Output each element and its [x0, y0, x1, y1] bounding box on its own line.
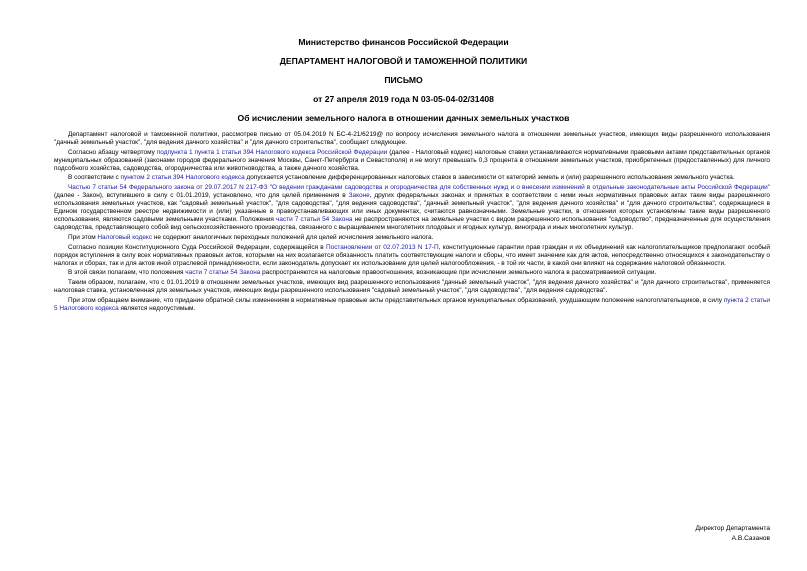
paragraph-text: В соответствии с — [68, 174, 121, 182]
document-subject: Об исчислении земельного налога в отношении дачных земельных участков — [237, 113, 570, 123]
letter-paragraph — [54, 149, 770, 173]
signatory-position: Директор Департамента — [695, 525, 770, 532]
letter-paragraph — [54, 297, 770, 313]
paragraph-text: является недопустимым. — [118, 304, 196, 312]
signatory-name: А.В.Сазанов — [731, 535, 770, 542]
letter-paragraph — [54, 131, 770, 147]
letter-paragraph — [54, 279, 770, 295]
paragraph-text: Согласно позиции Конституционного Суда Российской Федерации, содержащейся в — [68, 243, 326, 251]
paragraph-text: При этом обращаем внимание, что придание обратной силы изменениям в нормативные правовые акты представительных органов муниципальных образований, ухудшающим положение налогоплательщиков, в силу — [68, 296, 724, 304]
paragraph-text: (далее - Закон), вступившего в силу с 01.01.2019, установлено, что для целей применения в — [54, 192, 349, 200]
legal-reference-link[interactable]: Налоговый кодекс — [97, 233, 153, 241]
paragraph-text: В этой связи полагаем, что положения — [68, 269, 186, 277]
legal-reference-link[interactable]: Постановлении от 02.07.2013 N 17-П — [326, 243, 439, 251]
letter-body — [54, 131, 770, 314]
legal-reference-link[interactable]: пункта 2 статьи 5 Налогового кодекса — [54, 296, 770, 312]
ministry-title: Министерство финансов Российской Федерации — [298, 37, 509, 47]
paragraph-text: не распространяются на земельные участки с видом разрешенного использования "садоводство", предназначенные для осуществления садоводства, представляющего собой вид сельскохозяйственного производства, связанного с выращиванием многолетних плодовых и ягодных культур, винограда и иных многолетних культур. — [54, 216, 771, 232]
paragraph-text: Таким образом, полагаем, что с 01.01.2019 в отношении земельных участков, имеющих вид разрешенного использования "дачный земельный участок", "для ведения дачного хозяйства" и "для дачного строительства", применяется налоговая ставка, установленная для земельных участков, имеющих виды разрешенного использования "садовый земельный участок", "для садоводства", "для ведения садоводства". — [54, 278, 770, 294]
paragraph-text: Департамент налоговой и таможенной политики, рассмотрев письмо от 05.04.2019 N БС-4-21/6219@ по вопросу исчисления земельного налога в отношении земельных участков, имеющих виды разрешенного использования "дачный земельный участок", "для ведения дачного хозяйства" и "для дачного строительства", сообщает следующее. — [54, 131, 770, 147]
paragraph-text: не содержит аналогичных переходных положений для целей исчисления земельного налога. — [152, 233, 434, 241]
letter-paragraph — [54, 174, 770, 182]
legal-reference-link[interactable]: части 7 статьи 54 Закона — [276, 216, 353, 224]
legal-reference-link[interactable]: Законе — [348, 192, 370, 200]
letter-paragraph — [54, 244, 770, 268]
paragraph-text: распространяются на налоговые правоотношения, возникающие при исчислении земельного налога в рассматриваемой ситуации. — [260, 269, 657, 277]
document-type: ПИСЬМО — [384, 75, 423, 85]
document-date-number: от 27 апреля 2019 года N 03-05-04-02/31408 — [313, 94, 494, 104]
legal-reference-link[interactable]: Частью 7 статьи 54 Федерального закона от 29.07.2017 N 217-ФЗ "О ведении гражданами садоводства и огородничества для собственных нужд и о внесении изменений в отдельные законодательные акты Российской Федерации" — [68, 184, 770, 192]
letter-paragraph — [54, 234, 770, 242]
letter-paragraph — [54, 269, 770, 277]
department-title: ДЕПАРТАМЕНТ НАЛОГОВОЙ И ТАМОЖЕННОЙ ПОЛИТИКИ — [279, 56, 528, 66]
paragraph-text: допускается установление дифференцированных налоговых ставок в зависимости от категорий земель и (или) разрешенного использования земельного участка. — [244, 174, 735, 182]
letter-paragraph — [54, 184, 770, 232]
paragraph-text: (далее - Налоговый кодекс) налоговые ставки устанавливаются нормативными правовыми актами представительных органов муниципальных образований (законами городов федерального значения Москвы, Санкт-Петербурга и Севастополя) и не могут превышать 0,3 процента в отношении земельных участков, приобретенных (предоставленных) для личного подсобного хозяйства, садоводства, огородничества или животноводства, а также дачного хозяйства. — [54, 148, 770, 172]
paragraph-text: Согласно абзацу четвертому — [68, 148, 157, 156]
legal-reference-link[interactable]: части 7 статьи 54 Закона — [185, 269, 261, 277]
paragraph-text: , конституционные гарантии прав граждан и их объединений как налогоплательщиков предполагают особый порядок вступления в силу всех нормативных правовых актов, которыми на них возлагается обязанность платить соответствующие налоги и сборы, что имеет значение как для актов, непосредственно относящихся к законодательству о налогах и сборах, так и для актов иной отраслевой принадлежности, если законодатель допускает их использование для целей налогообложения, - в той их части, в какой они влияют на содержание налоговой обязанности. — [54, 243, 770, 267]
legal-reference-link[interactable]: пунктом 2 статьи 394 Налогового кодекса — [120, 174, 245, 182]
paragraph-text: , других федеральных законах и принятых в соответствии с ними иных нормативных правовых актах такие виды разрешенного использования земельных участков, как "садовый земельный участок", "для садоводства", "для ведения садоводства", "дачный земельный участок", "для ведения дачного хозяйства" и "для дачного строительства", содержащиеся в Едином государственном реестре недвижимости и (или) указанные в правоустанавливающих или иных документах, считаются равнозначными. Земельные участки, в отношении которых установлены такие виды разрешенного использования, являются садовыми земельными участками. Положения — [54, 192, 770, 224]
legal-reference-link[interactable]: подпункта 1 пункта 1 статьи 394 Налогового кодекса Российской Федерации — [156, 148, 388, 156]
paragraph-text: При этом — [68, 233, 98, 241]
